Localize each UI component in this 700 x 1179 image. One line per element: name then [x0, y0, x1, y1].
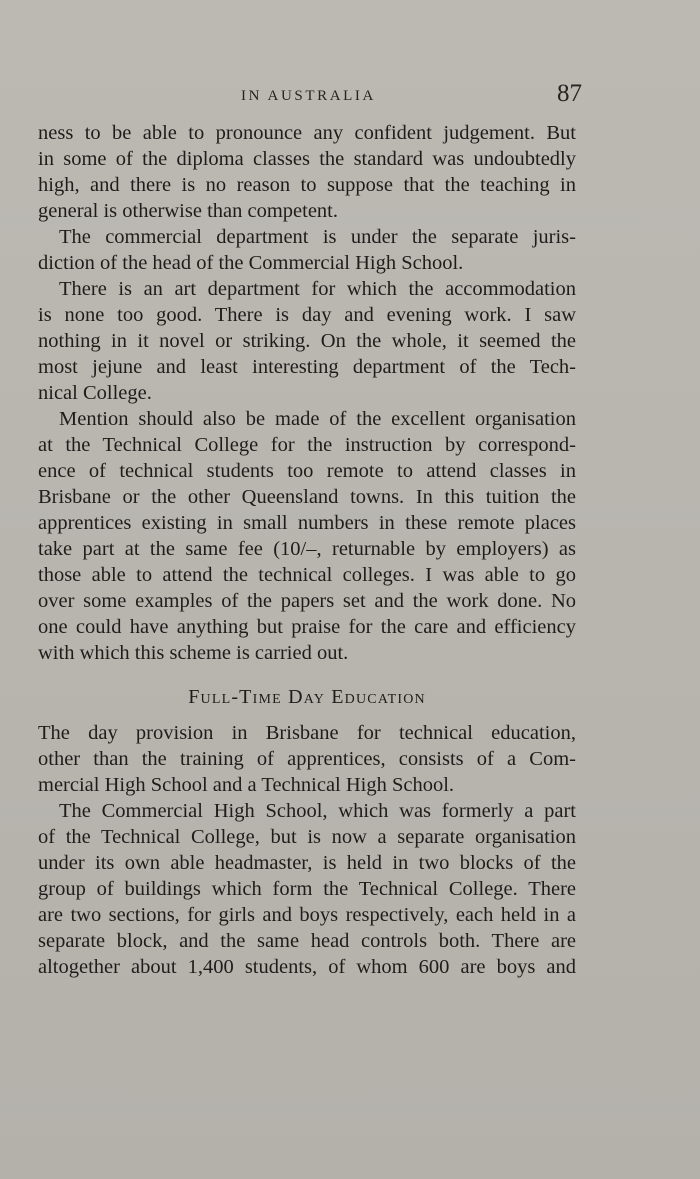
text-line: with which this scheme is carried out. — [38, 642, 349, 664]
paragraph-5 — [38, 720, 576, 798]
paragraph-6 — [38, 798, 576, 980]
running-head — [0, 80, 700, 110]
text-line: those able to attend the technical colleges. I was able to go — [38, 564, 576, 586]
page-number: 87 — [557, 80, 582, 107]
text-line: The day provision in Brisbane for technical education, — [38, 722, 576, 744]
text-line: general is otherwise than competent. — [38, 200, 338, 222]
section-heading: Full-Time Day Education — [188, 686, 426, 708]
text-line: are two sections, for girls and boys respectively, each held in a — [38, 904, 576, 926]
text-line: There is an art department for which the accommodation — [59, 278, 576, 300]
paragraph-2 — [38, 224, 576, 276]
text-line: one could have anything but praise for the care and efficiency — [38, 616, 576, 638]
text-line: The Commercial High School, which was formerly a part — [59, 800, 576, 822]
text-line: Mention should also be made of the excellent organisation — [59, 408, 576, 430]
text-line: apprentices existing in small numbers in these remote places — [38, 512, 576, 534]
text-line: of the Technical College, but is now a separate organisation — [38, 826, 576, 848]
text-line: other than the training of apprentices, consists of a Com- — [38, 748, 576, 770]
text-line: diction of the head of the Commercial High School. — [38, 252, 464, 274]
text-line: take part at the same fee (10/–, returnable by employers) as — [38, 538, 576, 560]
text-line: group of buildings which form the Technical College. There — [38, 878, 576, 900]
running-title: IN AUSTRALIA — [241, 88, 376, 104]
text-line: mercial High School and a Technical High School. — [38, 774, 455, 796]
text-line: over some examples of the papers set and the work done. No — [38, 590, 576, 612]
text-line: Brisbane or the other Queensland towns. In this tuition the — [38, 486, 576, 508]
body-text — [38, 120, 576, 980]
text-line: nical College. — [38, 382, 152, 404]
text-line: nothing in it novel or striking. On the whole, it seemed the — [38, 330, 576, 352]
text-line: most jejune and least interesting department of the Tech- — [38, 356, 576, 378]
text-line: separate block, and the same head controls both. There are — [38, 930, 576, 952]
paragraph-4 — [38, 406, 576, 666]
text-line: ence of technical students too remote to attend classes in — [38, 460, 576, 482]
text-line: altogether about 1,400 students, of whom 600 are boys and — [38, 956, 576, 978]
text-line: under its own able headmaster, is held in two blocks of the — [38, 852, 576, 874]
text-line: The commercial department is under the separate juris- — [59, 226, 576, 248]
paragraph-3 — [38, 276, 576, 406]
text-line: ness to be able to pronounce any confident judgement. But — [38, 122, 576, 144]
paragraph-1 — [38, 120, 576, 224]
text-line: at the Technical College for the instruction by correspond- — [38, 434, 576, 456]
text-line: in some of the diploma classes the standard was undoubtedly — [38, 148, 576, 170]
text-line: is none too good. There is day and evening work. I saw — [38, 304, 576, 326]
text-line: high, and there is no reason to suppose that the teaching in — [38, 174, 576, 196]
